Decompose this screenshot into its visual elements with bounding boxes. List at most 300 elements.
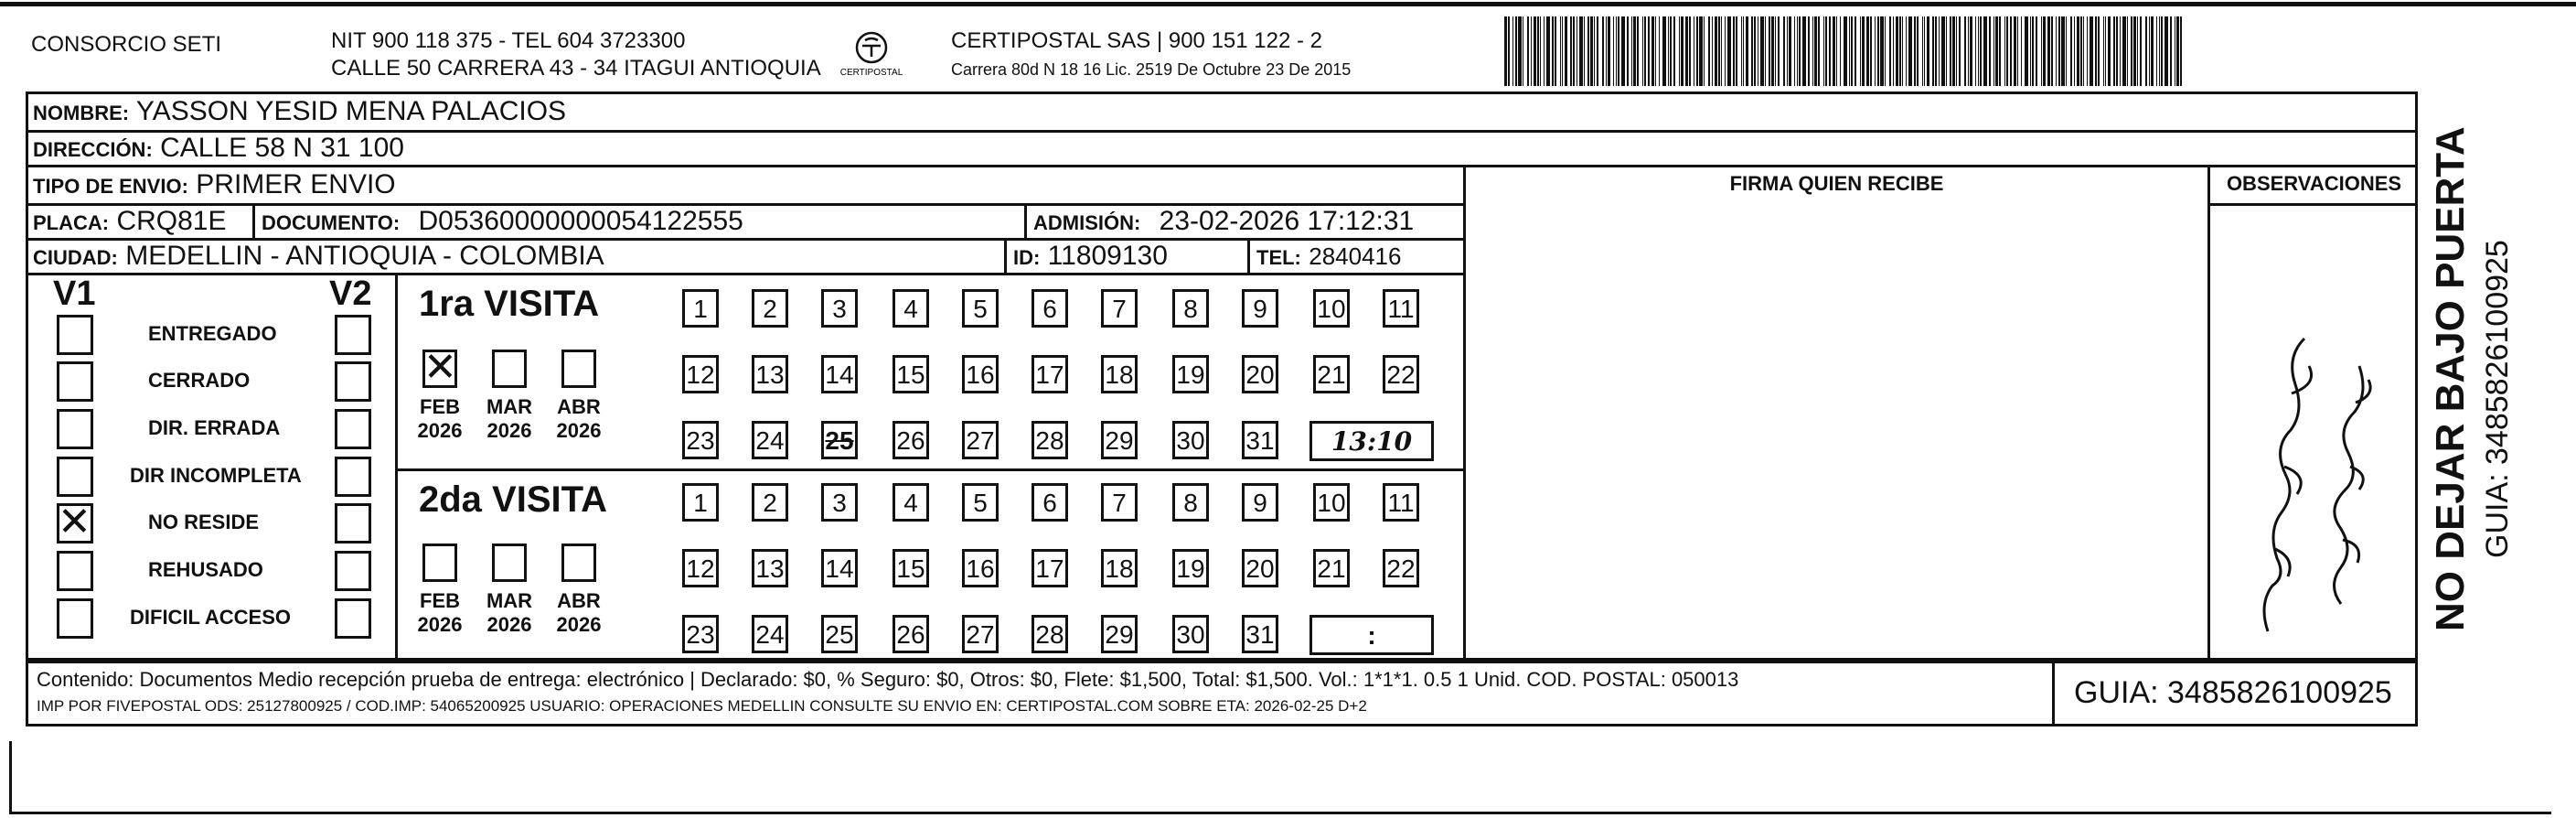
barcode-bar <box>1775 16 1776 86</box>
barcode-bar <box>1814 16 1817 86</box>
barcode-bar <box>1866 16 1869 86</box>
nit-line: NIT 900 118 375 - TEL 604 3723300 <box>331 28 686 53</box>
day-box[interactable]: 27 <box>962 615 999 653</box>
barcode-bar <box>2159 16 2160 86</box>
barcode-bar <box>1893 16 1894 86</box>
barcode-bar <box>1570 16 1572 86</box>
barcode-bar <box>2061 16 2065 86</box>
barcode-bar <box>1978 16 1979 86</box>
day-box[interactable]: 5 <box>962 483 999 522</box>
barcode-bar <box>1789 16 1791 86</box>
barcode-bar <box>1743 16 1744 86</box>
day-box[interactable]: 30 <box>1172 615 1209 653</box>
day-box[interactable]: 23 <box>682 421 719 459</box>
barcode-bar <box>1562 16 1563 86</box>
month-name: FEB <box>420 395 460 418</box>
month-checkbox[interactable] <box>561 350 596 388</box>
month-label <box>412 395 467 443</box>
barcode-bar <box>1950 16 1951 86</box>
day-box[interactable]: 10 <box>1313 289 1350 328</box>
id-value: 11809130 <box>1047 241 1168 271</box>
tipo-envio-row <box>33 168 396 203</box>
day-box[interactable]: 6 <box>1031 289 1068 328</box>
barcode-bar <box>1771 16 1774 86</box>
v2-header: V2 <box>329 274 372 313</box>
barcode-bar <box>1794 16 1795 86</box>
month-year: 2026 <box>556 613 602 636</box>
tel-row <box>1256 240 1401 274</box>
month-label <box>551 589 606 637</box>
barcode-bar <box>1644 16 1646 86</box>
barcode-bar <box>2127 16 2128 86</box>
barcode-bar <box>1515 16 1517 86</box>
barcode-bar <box>2014 16 2016 86</box>
barcode-bar <box>1956 16 1957 86</box>
side-guia: GUIA: 3485826100925 <box>2480 240 2515 558</box>
barcode-bar <box>2036 16 2037 86</box>
barcode-bar <box>2131 16 2132 86</box>
barcode-bar <box>1783 16 1785 86</box>
v1-checkbox[interactable] <box>57 499 93 545</box>
barcode-bar <box>1855 16 1856 86</box>
month-year: 2026 <box>417 613 463 636</box>
barcode-bar <box>1877 16 1879 86</box>
tipo-envio-label: TIPO DE ENVIO: <box>33 175 188 198</box>
month-label <box>551 395 606 443</box>
barcode-bar <box>1818 16 1820 86</box>
barcode-bar <box>1544 16 1545 86</box>
barcode-bar <box>1594 16 1595 86</box>
tel-value: 2840416 <box>1309 242 1402 270</box>
v2-checkbox[interactable] <box>335 315 371 355</box>
documento-value: D05360000000054122555 <box>418 206 743 236</box>
barcode-bar <box>1797 16 1798 86</box>
barcode-bar <box>1829 16 1831 86</box>
barcode-bar <box>1833 16 1835 86</box>
address-line: CALLE 50 CARRERA 43 - 34 ITAGUI ANTIOQUIA <box>331 56 821 81</box>
barcode-bar <box>1527 16 1529 86</box>
barcode-bar <box>1870 16 1872 86</box>
barcode-bar <box>2032 16 2034 86</box>
barcode-bar <box>2170 16 2172 86</box>
month-checkbox[interactable] <box>422 344 457 391</box>
month-name: ABR <box>557 395 601 418</box>
barcode-bar <box>1602 16 1604 86</box>
v1-checkbox[interactable] <box>57 409 93 449</box>
barcode-bar <box>1875 16 1876 86</box>
barcode-bar <box>1662 16 1666 86</box>
barcode-bar <box>1751 16 1753 86</box>
status-label: DIR INCOMPLETA <box>130 464 302 487</box>
barcode-bar <box>1508 16 1510 86</box>
day-box[interactable]: 29 <box>1101 615 1138 653</box>
footer-guia: GUIA: 3485826100925 <box>2074 675 2392 710</box>
x-mark-icon: ✕ <box>423 344 457 391</box>
ciudad-value: MEDELLIN - ANTIOQUIA - COLOMBIA <box>125 241 604 271</box>
barcode-bar <box>1851 16 1853 86</box>
v1-checkbox[interactable] <box>57 315 93 355</box>
barcode-bar <box>2098 16 2100 86</box>
day-box[interactable]: 12 <box>682 355 719 393</box>
admision-value: 23-02-2026 17:12:31 <box>1159 206 1415 236</box>
footer-contenido: Contenido: Documentos Medio recepción prueba de entrega: electrónico | Declarado: $0, % Seguro: $0, Otros: $0, Flete: $1,500, Total: $1,500. Vol.: 1*1*1. 0.5 1 Unid. COD. POSTAL: 050013 <box>37 668 1739 691</box>
barcode-bar <box>1597 16 1598 86</box>
barcode-bar <box>1860 16 1861 86</box>
barcode-bar <box>1754 16 1756 86</box>
day-box[interactable]: 3 <box>821 483 858 522</box>
day-box[interactable]: 1 <box>682 483 719 522</box>
day-box[interactable]: 18 <box>1101 355 1138 393</box>
barcode-bar <box>2066 16 2067 86</box>
barcode-bar <box>1840 16 1841 86</box>
barcode-bar <box>1560 16 1561 86</box>
barcode-bar <box>1862 16 1865 86</box>
barcode-bar <box>1885 16 1886 86</box>
barcode-bar <box>1631 16 1632 86</box>
barcode-bar <box>1642 16 1643 86</box>
barcode-bar <box>1651 16 1654 86</box>
direccion-label: DIRECCIÓN: <box>33 138 153 161</box>
svg-text:CERTIPOSTAL: CERTIPOSTAL <box>839 68 903 78</box>
barcode-bar <box>2137 16 2138 86</box>
barcode-bar <box>2070 16 2072 86</box>
barcode-bar <box>1715 16 1717 86</box>
barcode-bar <box>1917 16 1919 86</box>
barcode-bar <box>1741 16 1742 86</box>
barcode-bar <box>2074 16 2075 86</box>
barcode-bar <box>1733 16 1735 86</box>
barcode-bar <box>1504 16 1507 86</box>
barcode-bar <box>2113 16 2115 86</box>
barcode-bar <box>1844 16 1847 86</box>
v1-checkbox[interactable] <box>57 598 93 639</box>
id-label: ID: <box>1013 246 1041 269</box>
barcode-bar <box>2120 16 2121 86</box>
day-box[interactable]: 13 <box>752 549 788 587</box>
barcode-bar <box>2145 16 2147 86</box>
day-box[interactable]: 10 <box>1313 483 1350 522</box>
day-box[interactable]: 8 <box>1172 483 1209 522</box>
barcode-bar <box>2116 16 2118 86</box>
barcode-bar <box>1760 16 1764 86</box>
barcode-bar <box>1899 16 1901 86</box>
side-warning: NO DEJAR BAJO PUERTA <box>2428 126 2473 631</box>
v2-checkbox[interactable] <box>335 361 371 402</box>
day-box[interactable]: 27 <box>962 421 999 459</box>
month-year: 2026 <box>486 419 532 442</box>
barcode-bar <box>1906 16 1907 86</box>
barcode-bar <box>1769 16 1770 86</box>
day-box[interactable]: 9 <box>1242 483 1278 522</box>
month-name: ABR <box>557 589 601 612</box>
ciudad-label: CIUDAD: <box>33 246 118 269</box>
barcode-bar <box>1546 16 1550 86</box>
v2-checkbox[interactable] <box>335 598 371 639</box>
barcode-bar <box>2077 16 2079 86</box>
month-checkbox[interactable] <box>492 544 527 582</box>
barcode-bar <box>1534 16 1536 86</box>
placa-label: PLACA: <box>33 211 110 234</box>
status-label: ENTREGADO <box>148 322 277 345</box>
barcode-bar <box>1579 16 1583 86</box>
barcode-bar <box>1902 16 1903 86</box>
barcode-bar <box>1880 16 1884 86</box>
barcode-bar <box>1552 16 1554 86</box>
v2-checkbox[interactable] <box>335 503 371 544</box>
day-box[interactable]: 4 <box>893 289 929 328</box>
barcode-bar <box>1823 16 1824 86</box>
barcode-bar <box>1606 16 1607 86</box>
month-name: FEB <box>420 589 460 612</box>
barcode-bar <box>1681 16 1683 86</box>
barcode-bar <box>2047 16 2050 86</box>
x-mark-icon: ✕ <box>58 499 91 545</box>
day-box[interactable]: 29 <box>1101 421 1138 459</box>
barcode-bar <box>1968 16 1969 86</box>
month-year: 2026 <box>486 613 532 636</box>
barcode-bar <box>1727 16 1731 86</box>
barcode-bar <box>2103 16 2104 86</box>
barcode-bar <box>2176 16 2179 86</box>
v2-checkbox[interactable] <box>335 409 371 449</box>
nombre-label: NOMBRE: <box>33 102 130 124</box>
barcode-bar <box>1922 16 1923 86</box>
barcode-bar <box>1555 16 1556 86</box>
barcode-bar <box>2006 16 2008 86</box>
barcode-bar <box>2095 16 2097 86</box>
day-box[interactable]: 16 <box>962 549 999 587</box>
tipo-envio-value: PRIMER ENVIO <box>196 169 396 199</box>
barcode-bar <box>1659 16 1660 86</box>
firma-header: FIRMA QUIEN RECIBE <box>1729 172 1944 195</box>
barcode-bar <box>1655 16 1656 86</box>
day-box[interactable]: 24 <box>752 421 788 459</box>
status-label: DIR. ERRADA <box>148 416 281 439</box>
barcode-bar <box>1825 16 1827 86</box>
day-box[interactable]: 22 <box>1383 549 1419 587</box>
day-box[interactable]: 9 <box>1242 289 1278 328</box>
certipostal-logo <box>839 27 903 88</box>
status-label: DIFICIL ACCESO <box>130 606 292 629</box>
status-label: CERRADO <box>148 369 251 392</box>
barcode-bar <box>1584 16 1585 86</box>
barcode-bar <box>1975 16 1976 86</box>
day-box[interactable]: 1 <box>682 289 719 328</box>
barcode-bar <box>1787 16 1788 86</box>
time-box[interactable]: : <box>1309 615 1434 655</box>
direccion-row <box>33 132 404 167</box>
company-name: CONSORCIO SETI <box>31 32 222 57</box>
month-year: 2026 <box>417 419 463 442</box>
barcode-bar <box>2161 16 2163 86</box>
barcode-bar <box>2083 16 2084 86</box>
day-box[interactable]: 31 <box>1242 421 1278 459</box>
v1-checkbox[interactable] <box>57 551 93 591</box>
day-box[interactable]: 17 <box>1031 355 1068 393</box>
day-box[interactable]: 20 <box>1242 549 1278 587</box>
barcode-bar <box>1999 16 2001 86</box>
barcode-bar <box>1587 16 1589 86</box>
placa-row <box>33 205 227 240</box>
barcode-bar <box>2025 16 2028 86</box>
barcode-bar <box>2140 16 2142 86</box>
nombre-value: YASSON YESID MENA PALACIOS <box>135 96 567 126</box>
day-box[interactable]: 11 <box>1383 483 1419 522</box>
id-row <box>1013 240 1168 274</box>
barcode-bar <box>1708 16 1710 86</box>
month-checkbox[interactable] <box>422 544 457 582</box>
barcode-bar <box>2043 16 2046 86</box>
day-box[interactable]: 16 <box>962 355 999 393</box>
barcode-bar <box>2105 16 2106 86</box>
barcode-bar <box>2149 16 2150 86</box>
day-box[interactable]: 26 <box>893 421 929 459</box>
barcode-bar <box>1573 16 1575 86</box>
barcode-bar <box>1765 16 1766 86</box>
barcode-bar <box>1696 16 1698 86</box>
barcode-bar <box>1689 16 1691 86</box>
barcode-bar <box>1970 16 1972 86</box>
second-visit-title: 2da VISITA <box>419 479 607 520</box>
barcode-bar <box>1849 16 1850 86</box>
barcode-bar <box>1699 16 1703 86</box>
day-box[interactable]: 21 <box>1313 549 1350 587</box>
month-checkbox[interactable] <box>492 350 527 388</box>
barcode-bar <box>2122 16 2126 86</box>
barcode-bar <box>1540 16 1541 86</box>
barcode-bar <box>1964 16 1966 86</box>
day-box[interactable]: 2 <box>752 289 788 328</box>
month-label <box>482 589 537 637</box>
day-box[interactable]: 15 <box>893 355 929 393</box>
barcode-bar <box>1608 16 1610 86</box>
barcode-bar <box>2090 16 2093 86</box>
day-box[interactable]: 2 <box>752 483 788 522</box>
documento-row <box>262 205 743 240</box>
day-box[interactable]: 19 <box>1172 355 1209 393</box>
day-box[interactable]: 23 <box>682 615 719 653</box>
barcode-bar <box>1613 16 1614 86</box>
barcode-bar <box>2041 16 2042 86</box>
day-box[interactable]: 13 <box>752 355 788 393</box>
v1-header: V1 <box>53 274 96 313</box>
nombre-row <box>33 95 566 130</box>
barcode-bar <box>2010 16 2012 86</box>
barcode-bar <box>2051 16 2053 86</box>
day-box[interactable]: 17 <box>1031 549 1068 587</box>
barcode-bar <box>1685 16 1688 86</box>
day-box[interactable]: 25 <box>821 421 858 459</box>
top-rule <box>0 2 2576 6</box>
barcode-bar <box>1959 16 1961 86</box>
admision-label: ADMISIÓN: <box>1033 211 1141 234</box>
status-label: NO RESIDE <box>148 511 260 533</box>
barcode-bar <box>2080 16 2082 86</box>
barcode-bar <box>1993 16 1994 86</box>
barcode-bar <box>2058 16 2060 86</box>
barcode-bar <box>1637 16 1639 86</box>
page-edge <box>9 741 2551 814</box>
day-box[interactable]: 25 <box>821 615 858 653</box>
day-box[interactable]: 12 <box>682 549 719 587</box>
barcode-bar <box>2021 16 2022 86</box>
barcode-bar <box>1725 16 1726 86</box>
barcode-bar <box>1946 16 1947 86</box>
month-year: 2026 <box>556 419 602 442</box>
barcode-bar <box>1983 16 1987 86</box>
barcode-bar <box>2030 16 2031 86</box>
barcode-bar <box>1935 16 1937 86</box>
barcode-bar <box>1621 16 1625 86</box>
day-box[interactable]: 24 <box>752 615 788 653</box>
barcode-bar <box>1932 16 1934 86</box>
barcode-bar <box>2133 16 2136 86</box>
day-box[interactable]: 6 <box>1031 483 1068 522</box>
barcode-bar <box>1648 16 1650 86</box>
day-box[interactable]: 14 <box>821 355 858 393</box>
barcode-bar <box>1704 16 1705 86</box>
barcode-bar <box>1989 16 1991 86</box>
barcode-bar <box>1889 16 1891 86</box>
barcode-bar <box>1924 16 1925 86</box>
v1-checkbox[interactable] <box>57 457 93 497</box>
barcode-bar <box>1778 16 1780 86</box>
day-box[interactable]: 7 <box>1101 289 1138 328</box>
barcode-bar <box>1802 16 1806 86</box>
day-box[interactable]: 15 <box>893 549 929 587</box>
month-checkbox[interactable] <box>561 544 596 582</box>
day-box[interactable]: 28 <box>1031 421 1068 459</box>
day-box[interactable]: 31 <box>1242 615 1278 653</box>
day-box[interactable]: 20 <box>1242 355 1278 393</box>
barcode-bar <box>1908 16 1912 86</box>
barcode-bar <box>2151 16 2154 86</box>
barcode-bar <box>2156 16 2157 86</box>
day-box[interactable]: 18 <box>1101 549 1138 587</box>
day-box[interactable]: 3 <box>821 289 858 328</box>
barcode-bar <box>1721 16 1722 86</box>
day-box[interactable]: 7 <box>1101 483 1138 522</box>
day-box[interactable]: 14 <box>821 549 858 587</box>
barcode-bar <box>1679 16 1680 86</box>
month-name: MAR <box>486 395 533 418</box>
day-box[interactable]: 22 <box>1383 355 1419 393</box>
barcode-bar <box>1537 16 1539 86</box>
v1-checkbox[interactable] <box>57 361 93 402</box>
day-box[interactable]: 8 <box>1172 289 1209 328</box>
v2-checkbox[interactable] <box>335 551 371 591</box>
day-box[interactable]: 21 <box>1313 355 1350 393</box>
barcode-bar <box>1668 16 1669 86</box>
barcode-bar <box>1736 16 1737 86</box>
day-box[interactable]: 5 <box>962 289 999 328</box>
time-box[interactable]: 13:10 <box>1309 421 1434 461</box>
barcode-bar <box>1718 16 1720 86</box>
day-box[interactable]: 26 <box>893 615 929 653</box>
barcode-bar <box>1627 16 1629 86</box>
day-box[interactable]: 19 <box>1172 549 1209 587</box>
day-box[interactable]: 30 <box>1172 421 1209 459</box>
barcode-bar <box>2087 16 2088 86</box>
tel-label: TEL: <box>1256 246 1301 269</box>
barcode-bar <box>1927 16 1929 86</box>
day-box[interactable]: 28 <box>1031 615 1068 653</box>
day-box[interactable]: 11 <box>1383 289 1419 328</box>
month-label <box>482 395 537 443</box>
status-label: REHUSADO <box>148 558 263 581</box>
day-box[interactable]: 4 <box>893 483 929 522</box>
v2-checkbox[interactable] <box>335 457 371 497</box>
